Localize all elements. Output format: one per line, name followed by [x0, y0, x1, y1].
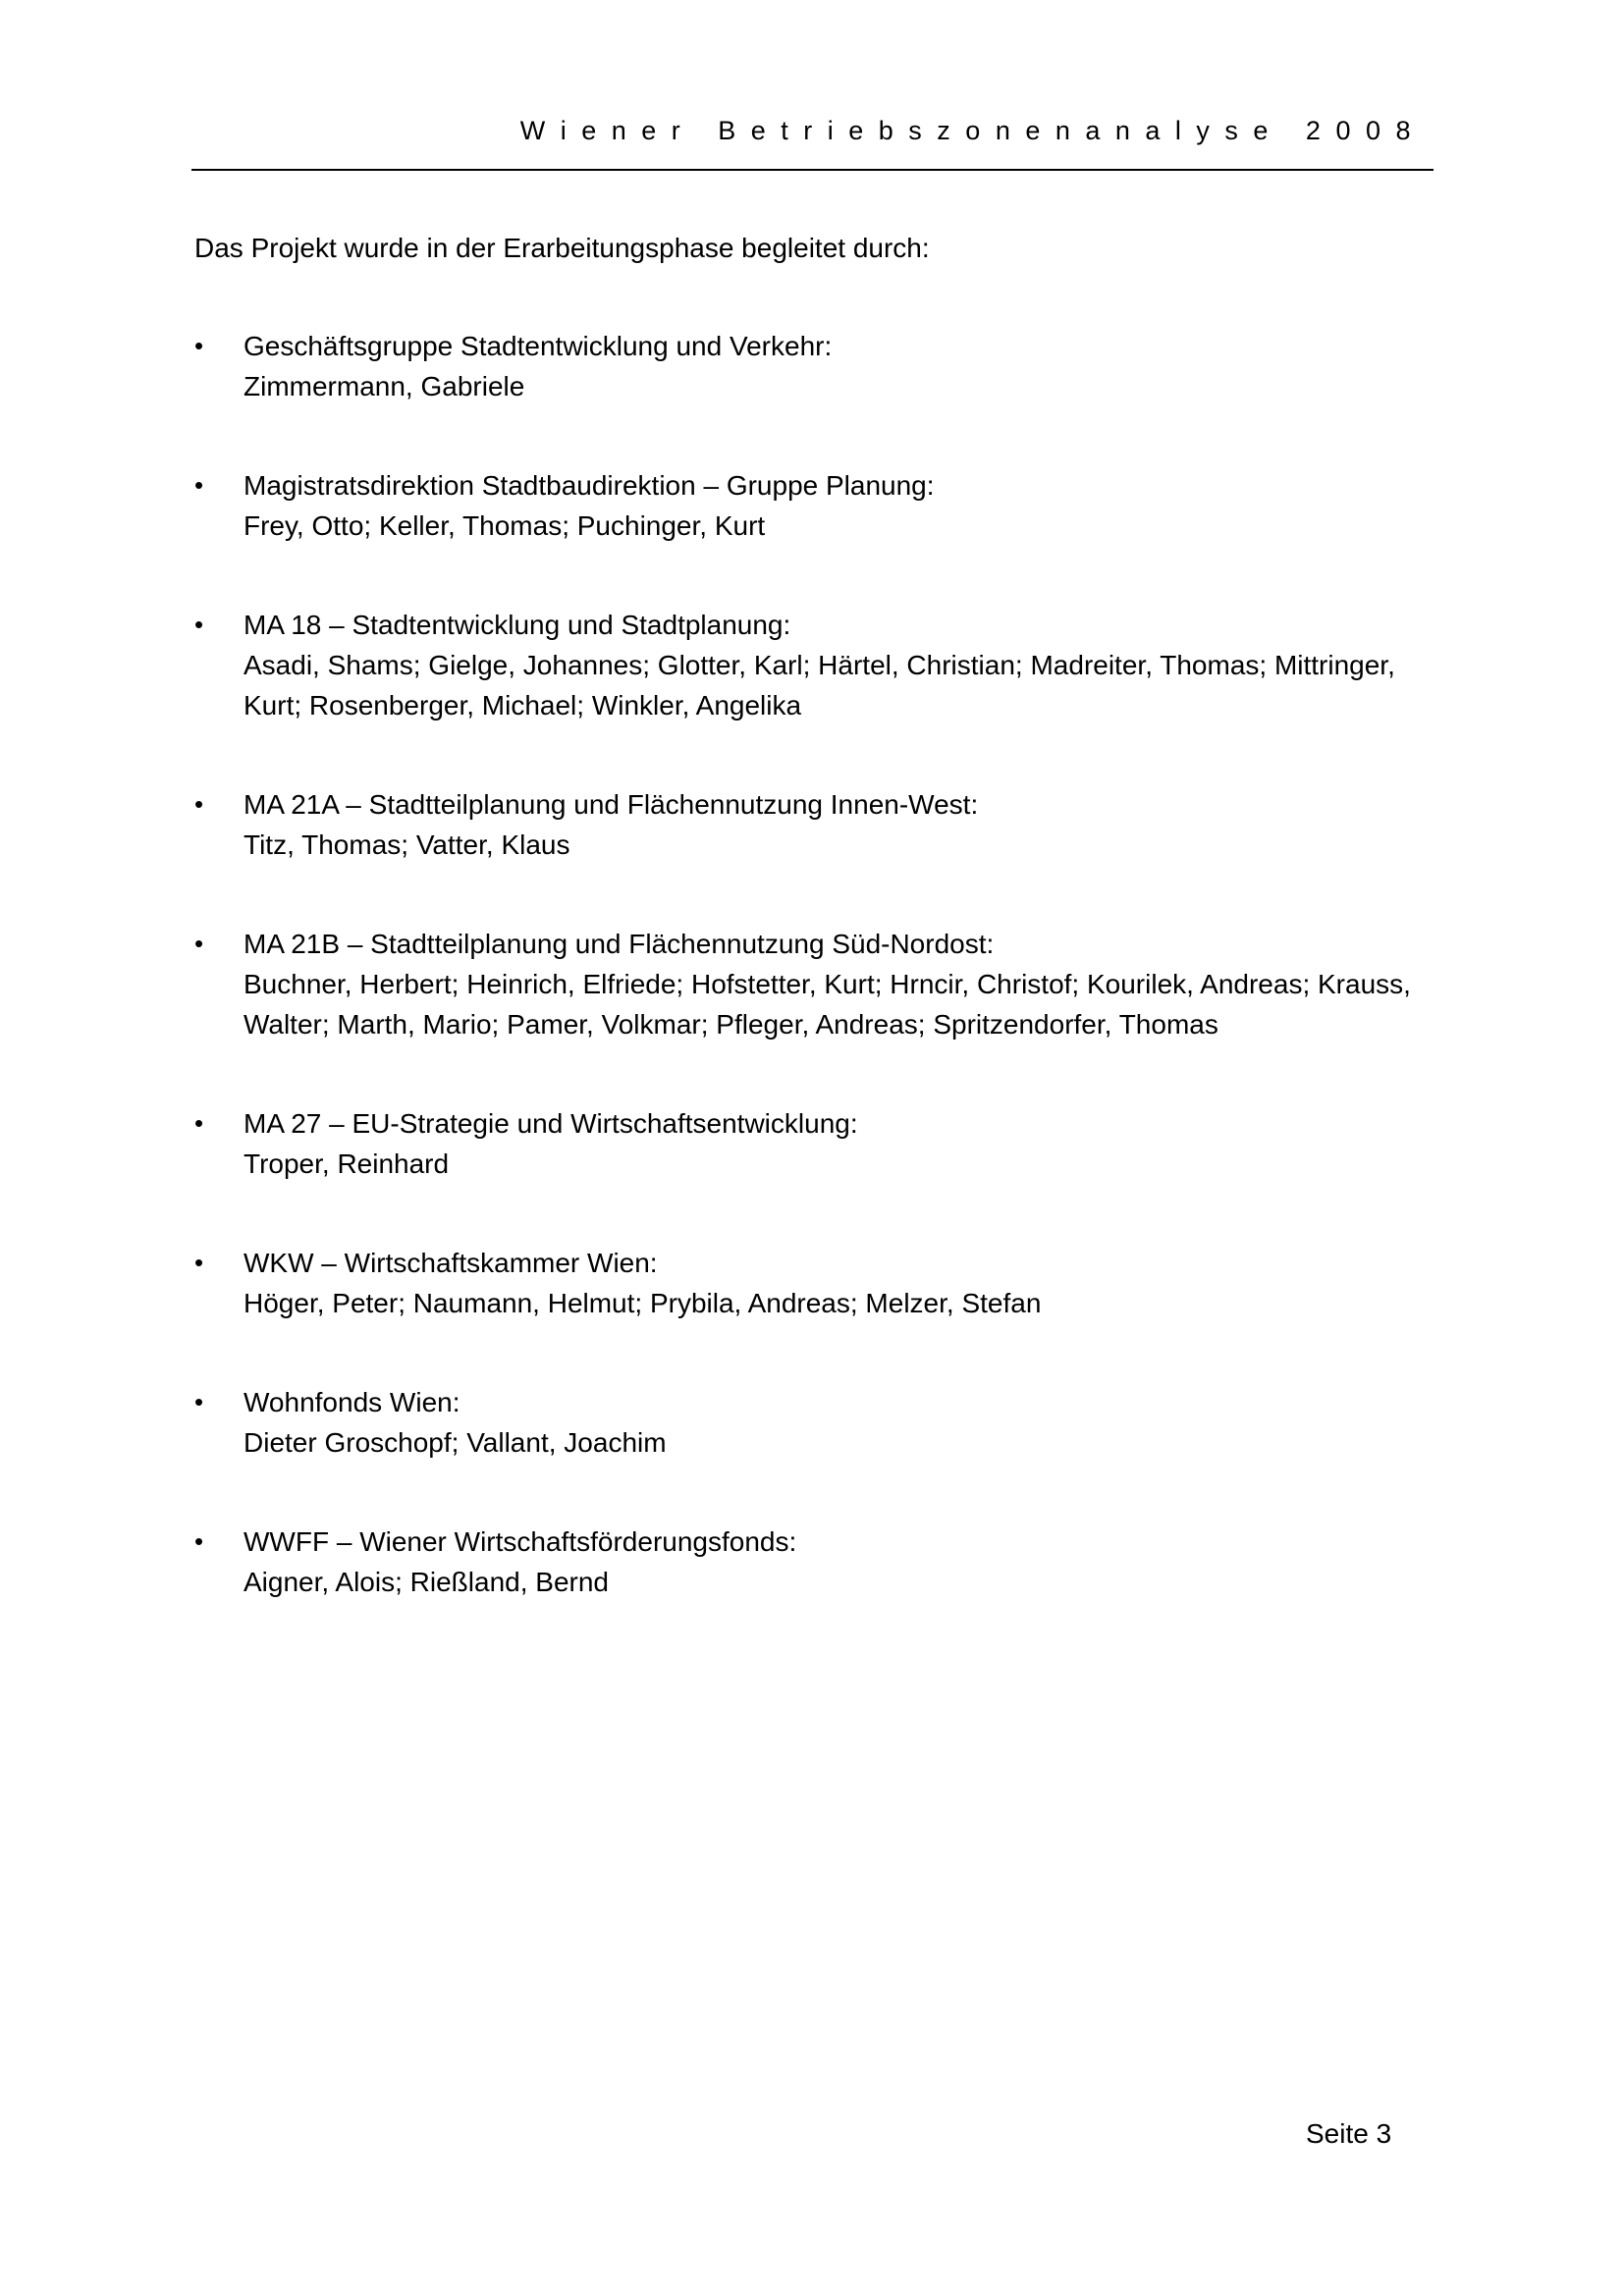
bullet-icon: •: [194, 1526, 204, 1556]
member-names: Titz, Thomas; Vatter, Klaus: [243, 829, 570, 860]
organization-name: Wohnfonds Wien:: [243, 1387, 460, 1417]
member-names: Troper, Reinhard: [243, 1148, 450, 1179]
organization-name: Geschäftsgruppe Stadtentwicklung und Verkehr:: [243, 331, 833, 361]
member-names: Aigner, Alois; Rießland, Bernd: [243, 1567, 609, 1597]
list-item: [194, 1103, 1434, 1243]
bullet-icon: •: [194, 929, 204, 958]
organization-name: WKW – Wirtschaftskammer Wien:: [243, 1248, 658, 1278]
page-number: Seite 3: [1306, 2118, 1392, 2149]
list-item: [194, 1382, 1434, 1522]
member-names: Frey, Otto; Keller, Thomas; Puchinger, Kurt: [243, 510, 766, 541]
organization-name: MA 18 – Stadtentwicklung und Stadtplanung:: [243, 610, 791, 640]
bullet-icon: •: [194, 1387, 204, 1416]
organization-name: MA 21A – Stadtteilplanung und Flächennutzung Innen-West:: [243, 789, 979, 820]
member-names: Dieter Groschopf; Vallant, Joachim: [243, 1427, 667, 1458]
bullet-icon: •: [194, 789, 204, 819]
intro-text: Das Projekt wurde in der Erarbeitungsphase begleitet durch:: [194, 233, 930, 263]
page-header: [191, 110, 1434, 171]
list-item: [194, 465, 1434, 605]
bullet-icon: •: [194, 470, 204, 500]
organization-list: [194, 326, 1434, 1661]
bullet-icon: •: [194, 1108, 204, 1138]
list-item: [194, 1522, 1434, 1661]
bullet-icon: •: [194, 331, 204, 360]
list-item: [194, 1243, 1434, 1382]
organization-name: Magistratsdirektion Stadtbaudirektion – Gruppe Planung:: [243, 470, 935, 501]
organization-name: MA 21B – Stadtteilplanung und Flächennutzung Süd-Nordost:: [243, 929, 995, 959]
organization-name: WWFF – Wiener Wirtschaftsförderungsfonds:: [243, 1526, 797, 1557]
bullet-icon: •: [194, 610, 204, 639]
member-names: Asadi, Shams; Gielge, Johannes; Glotter, Karl; Härtel, Christian; Madreiter, Thomas; Mittringer, Kurt; Rosenberger, Michael; Winkler, Angelika: [243, 650, 1395, 721]
list-item: [194, 924, 1434, 1103]
list-item: [194, 326, 1434, 465]
bullet-icon: •: [194, 1248, 204, 1277]
list-item: [194, 784, 1434, 924]
member-names: Höger, Peter; Naumann, Helmut; Prybila, Andreas; Melzer, Stefan: [243, 1288, 1042, 1318]
document-title: Wiener Betriebszonenanalyse 2008: [519, 116, 1426, 145]
member-names: Buchner, Herbert; Heinrich, Elfriede; Hofstetter, Kurt; Hrncir, Christof; Kourilek, Andreas; Krauss, Walter; Marth, Mario; Pamer, Volkmar; Pfleger, Andreas; Spritzendorfer, Thomas: [243, 969, 1411, 1040]
member-names: Zimmermann, Gabriele: [243, 371, 525, 401]
list-item: [194, 605, 1434, 784]
organization-name: MA 27 – EU-Strategie und Wirtschaftsentwicklung:: [243, 1108, 858, 1139]
